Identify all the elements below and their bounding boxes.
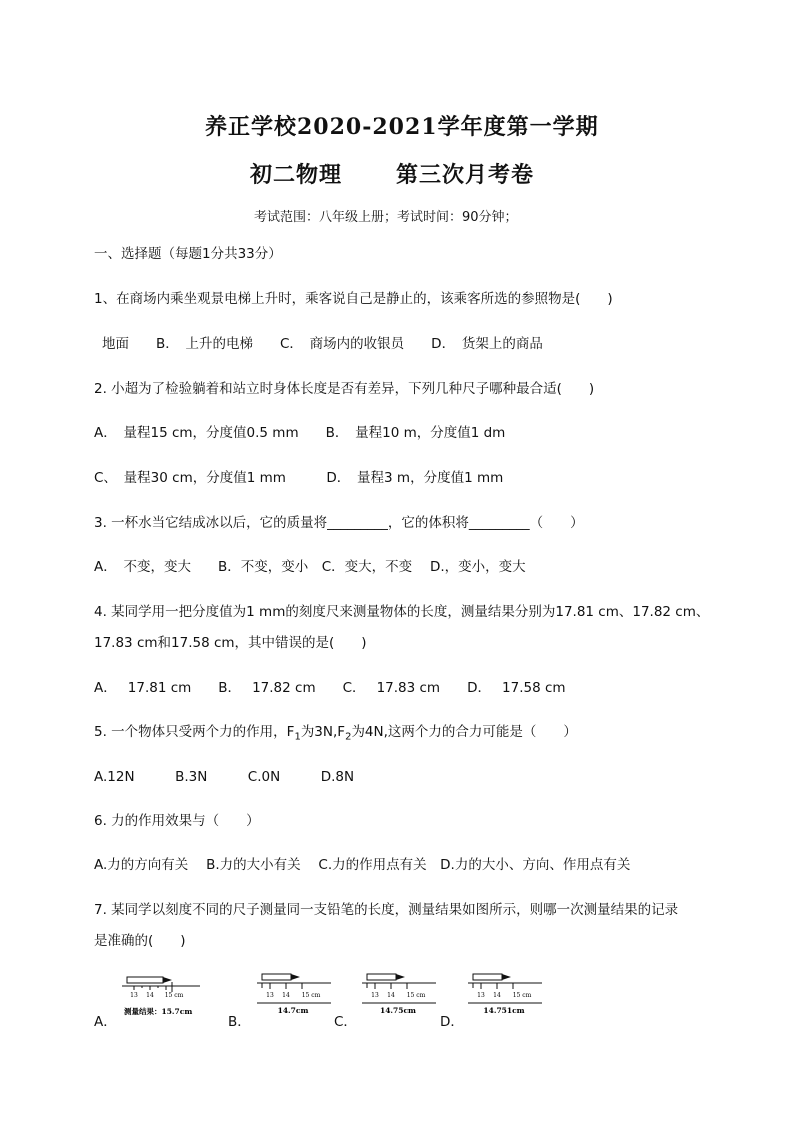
- tick-label-13: 13: [266, 992, 274, 999]
- question-5-options: A.12N B.3N C.0N D.8N: [94, 769, 355, 785]
- tick-label-15: 15 cm: [164, 992, 184, 999]
- tick-label-14: 14: [146, 992, 154, 999]
- question-3-options: A． 不变，变大 B．不变，变小 C．变大，不变 D.，变小，变大: [94, 559, 526, 575]
- figure-b-label: B．: [228, 1014, 251, 1030]
- exam-title: 第三次月考卷: [396, 162, 535, 188]
- question-3-stem: 3. 一杯水当它结成冰以后，它的质量将_________，它的体积将_________（ ）: [94, 515, 584, 531]
- document-title: 养正学校2020-2021学年度第一学期: [205, 114, 599, 140]
- question-1-options: 地面 B． 上升的电梯 C． 商场内的收银员 D． 货架上的商品: [102, 336, 543, 352]
- question-7-stem-line2: 是准确的( ): [94, 933, 186, 949]
- ruler-figure-c: [360, 970, 440, 1022]
- subject-title: 初二物理: [250, 162, 343, 188]
- figure-a-label: A．: [94, 1014, 117, 1030]
- measurement-result: 14.751cm: [483, 1006, 525, 1015]
- tick-label-13: 13: [371, 992, 379, 999]
- question-1-stem: 1、在商场内乘坐观景电梯上升时，乘客说自己是静止的，该乘客所选的参照物是( ): [94, 291, 613, 307]
- tick-label-15: 15 cm: [301, 992, 321, 999]
- measurement-result: 14.75cm: [380, 1006, 416, 1015]
- question-4-stem-line1: 4. 某同学用一把分度值为1 mm的刻度尺来测量物体的长度，测量结果分别为17.81 cm、17.82 cm、: [94, 604, 710, 620]
- tick-label-15: 15 cm: [512, 992, 532, 999]
- tick-label-14: 14: [493, 992, 501, 999]
- question-5-subscript-1: 1: [294, 731, 301, 743]
- question-5-stem-post: 为4N,这两个力的合力可能是（ ）: [351, 724, 577, 740]
- question-2-options-ab: A． 量程15 cm，分度值0.5 mm B． 量程10 m，分度值1 dm: [94, 425, 506, 441]
- question-5-stem-mid: 为3N,F: [300, 724, 346, 740]
- tick-label-14: 14: [387, 992, 395, 999]
- tick-label-15: 15 cm: [406, 992, 426, 999]
- tick-label-13: 13: [130, 992, 138, 999]
- question-4-options: A． 17.81 cm B． 17.82 cm C． 17.83 cm D． 17.58 cm: [94, 680, 566, 696]
- ruler-figure-a: [120, 970, 212, 1022]
- figure-c-label: C．: [334, 1014, 357, 1030]
- exam-info: 考试范围：八年级上册；考试时间：90分钟；: [254, 210, 518, 225]
- ruler-figure-b: [255, 970, 335, 1022]
- ruler-figure-d: [466, 970, 546, 1022]
- section-heading: 一、选择题（每题1分共33分）: [94, 246, 282, 262]
- figure-d-label: D．: [440, 1014, 464, 1030]
- question-5-subscript-2: 2: [345, 731, 352, 743]
- question-5-stem-pre: 5. 一个物体只受两个力的作用，F: [94, 724, 295, 740]
- question-2-options-cd: C、 量程30 cm，分度值1 mm D． 量程3 m，分度值1 mm: [94, 470, 504, 486]
- question-4-stem-line2: 17.83 cm和17.58 cm，其中错误的是( ): [94, 635, 367, 651]
- question-5-stem: [94, 720, 577, 743]
- tick-label-14: 14: [282, 992, 290, 999]
- tick-label-13: 13: [477, 992, 485, 999]
- question-6-stem: 6. 力的作用效果与（ ）: [94, 813, 260, 829]
- measurement-result: 测量结果：15.7cm: [124, 1007, 193, 1016]
- measurement-result: 14.7cm: [277, 1006, 309, 1015]
- question-7-stem-line1: 7. 某同学以刻度不同的尺子测量同一支铅笔的长度，测量结果如图所示，则哪一次测量结果的记录: [94, 902, 679, 918]
- question-6-options: A.力的方向有关 B.力的大小有关 C.力的作用点有关 D.力的大小、方向、作用点有关: [94, 857, 631, 873]
- question-2-stem: 2. 小超为了检验躺着和站立时身体长度是否有差异，下列几种尺子哪种最合适( ): [94, 381, 595, 397]
